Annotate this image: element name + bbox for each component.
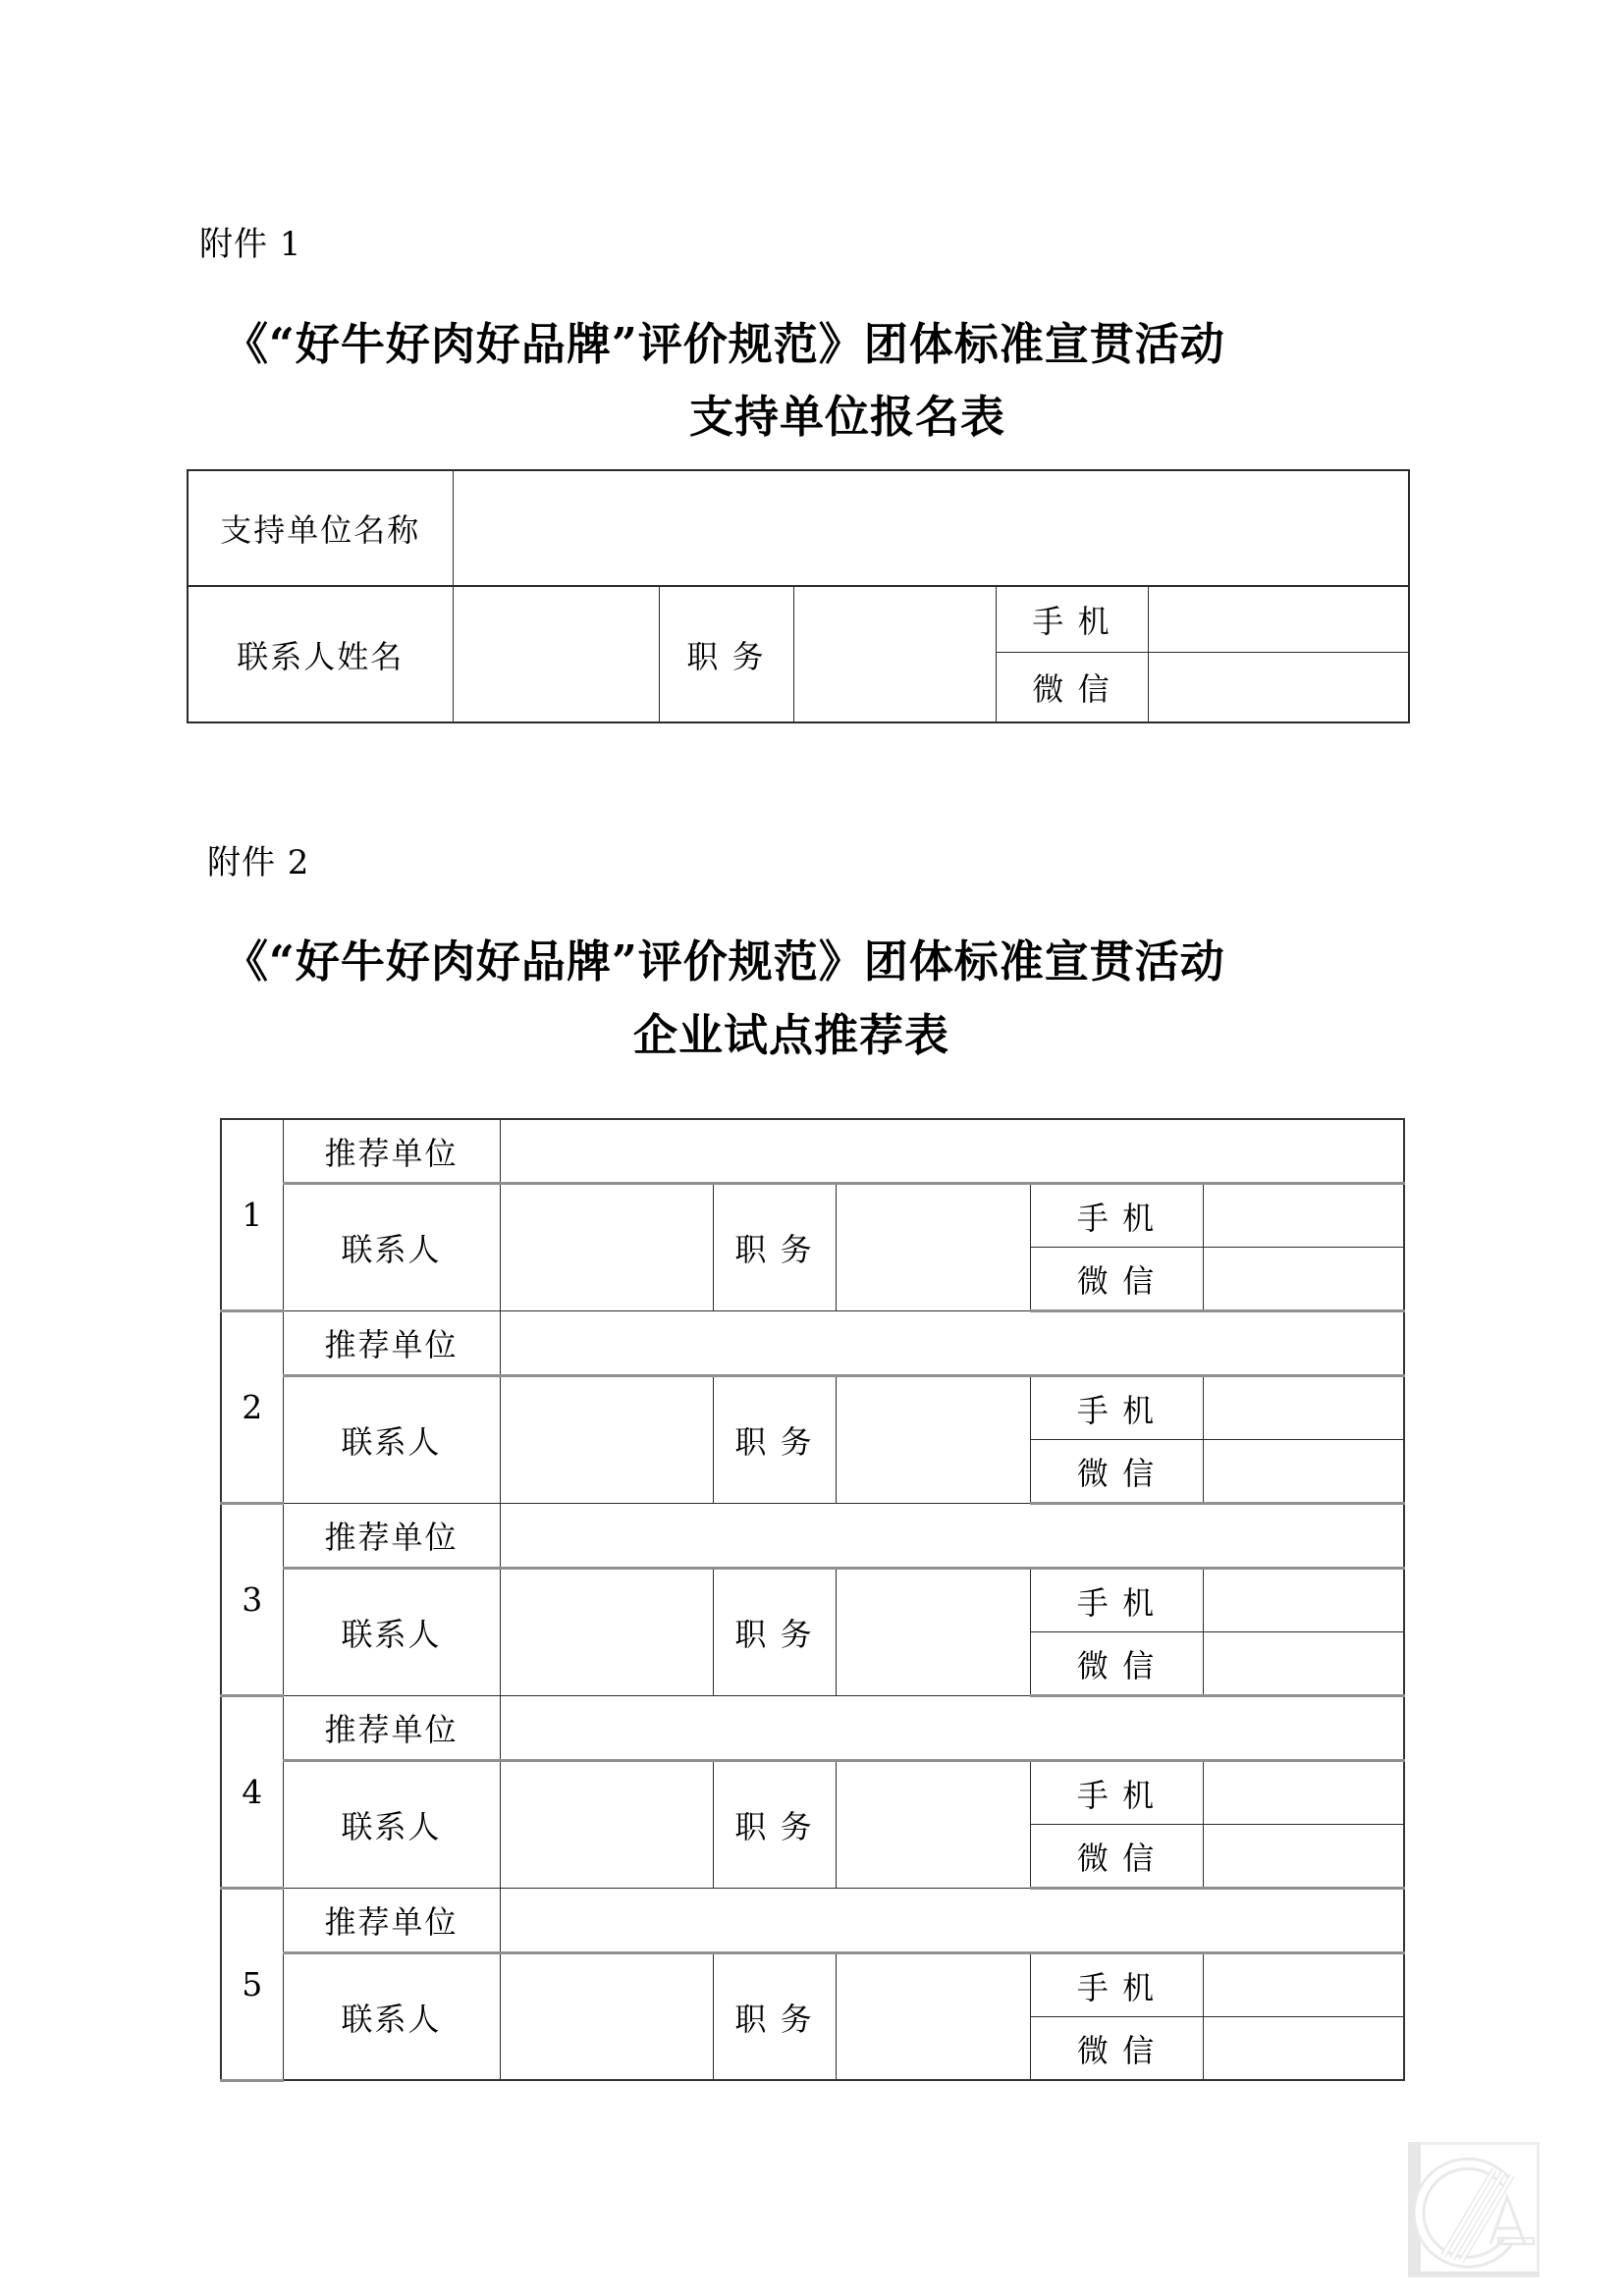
table-row bbox=[221, 1889, 1404, 1953]
mobile-label: 手 机 bbox=[1030, 1569, 1203, 1632]
attachment2-title-line2: 企业试点推荐表 bbox=[633, 1009, 950, 1061]
ca-logo-icon bbox=[1408, 2142, 1540, 2277]
table-row bbox=[221, 1696, 1404, 1761]
wechat-cell-4[interactable] bbox=[1203, 1825, 1404, 1889]
position-label: 职 务 bbox=[713, 1184, 836, 1311]
attachment2-title-line1: 《“好牛好肉好品牌”评价规范》团体标准宣贯活动 bbox=[224, 935, 1225, 988]
table-row bbox=[221, 1184, 1404, 1248]
position-label: 职 务 bbox=[713, 1953, 836, 2081]
recommend-unit-label: 推荐单位 bbox=[283, 1311, 500, 1376]
mobile-label: 手 机 bbox=[996, 586, 1148, 653]
contact-label: 联系人 bbox=[283, 1953, 500, 2081]
position-cell-3[interactable] bbox=[836, 1569, 1030, 1696]
contact-cell-4[interactable] bbox=[500, 1761, 713, 1889]
mobile-cell[interactable] bbox=[1148, 586, 1409, 653]
mobile-label: 手 机 bbox=[1030, 1376, 1203, 1440]
position-cell-5[interactable] bbox=[836, 1953, 1030, 2081]
contact-cell-3[interactable] bbox=[500, 1569, 713, 1696]
support-unit-name-cell[interactable] bbox=[453, 470, 1409, 586]
position-cell-2[interactable] bbox=[836, 1376, 1030, 1504]
recommend-unit-cell-3[interactable] bbox=[500, 1504, 1404, 1569]
recommend-unit-cell-1[interactable] bbox=[500, 1119, 1404, 1184]
support-unit-signup-table bbox=[187, 469, 1410, 723]
mobile-label: 手 机 bbox=[1030, 1761, 1203, 1825]
table-row bbox=[221, 1761, 1404, 1825]
mobile-cell-4[interactable] bbox=[1203, 1761, 1404, 1825]
recommend-unit-cell-2[interactable] bbox=[500, 1311, 1404, 1376]
mobile-cell-3[interactable] bbox=[1203, 1569, 1404, 1632]
attachment1-title-line2: 支持单位报名表 bbox=[689, 391, 1006, 443]
position-label: 职 务 bbox=[713, 1376, 836, 1504]
position-cell[interactable] bbox=[793, 586, 996, 722]
table-row bbox=[221, 1376, 1404, 1440]
row-number: 5 bbox=[221, 1889, 283, 2081]
mobile-cell-5[interactable] bbox=[1203, 1953, 1404, 2017]
contact-label: 联系人 bbox=[283, 1376, 500, 1504]
wechat-label: 微 信 bbox=[1030, 2017, 1203, 2081]
mobile-label: 手 机 bbox=[1030, 1184, 1203, 1248]
table-row bbox=[221, 1569, 1404, 1632]
wechat-label: 微 信 bbox=[1030, 1825, 1203, 1889]
recommend-unit-cell-5[interactable] bbox=[500, 1889, 1404, 1953]
table-row bbox=[221, 1119, 1404, 1184]
wechat-cell[interactable] bbox=[1148, 653, 1409, 723]
wechat-cell-3[interactable] bbox=[1203, 1632, 1404, 1696]
attachment1-label: 附件 1 bbox=[199, 225, 302, 264]
contact-label: 联系人 bbox=[283, 1761, 500, 1889]
position-cell-1[interactable] bbox=[836, 1184, 1030, 1311]
wechat-cell-1[interactable] bbox=[1203, 1248, 1404, 1311]
contact-cell-2[interactable] bbox=[500, 1376, 713, 1504]
contact-cell-5[interactable] bbox=[500, 1953, 713, 2081]
recommend-unit-label: 推荐单位 bbox=[283, 1119, 500, 1184]
mobile-label: 手 机 bbox=[1030, 1953, 1203, 2017]
row-number: 3 bbox=[221, 1504, 283, 1696]
support-unit-name-label: 支持单位名称 bbox=[188, 470, 453, 586]
contact-label: 联系人 bbox=[283, 1569, 500, 1696]
contact-label: 联系人 bbox=[283, 1184, 500, 1311]
position-cell-4[interactable] bbox=[836, 1761, 1030, 1889]
wechat-cell-5[interactable] bbox=[1203, 2017, 1404, 2081]
row-number: 1 bbox=[221, 1119, 283, 1311]
org-logo-watermark bbox=[1408, 2142, 1540, 2277]
recommend-unit-label: 推荐单位 bbox=[283, 1696, 500, 1761]
attachment2-label: 附件 2 bbox=[207, 843, 310, 882]
attachment1-title-line1: 《“好牛好肉好品牌”评价规范》团体标准宣贯活动 bbox=[224, 318, 1225, 370]
recommend-unit-label: 推荐单位 bbox=[283, 1504, 500, 1569]
contact-cell-1[interactable] bbox=[500, 1184, 713, 1311]
row-number: 4 bbox=[221, 1696, 283, 1889]
position-label: 职 务 bbox=[713, 1761, 836, 1889]
table-row bbox=[221, 1504, 1404, 1569]
recommend-unit-cell-4[interactable] bbox=[500, 1696, 1404, 1761]
table-row bbox=[221, 1311, 1404, 1376]
wechat-label: 微 信 bbox=[996, 653, 1148, 723]
wechat-label: 微 信 bbox=[1030, 1248, 1203, 1311]
mobile-cell-1[interactable] bbox=[1203, 1184, 1404, 1248]
row-number: 2 bbox=[221, 1311, 283, 1504]
table-row bbox=[221, 1953, 1404, 2017]
recommend-unit-label: 推荐单位 bbox=[283, 1889, 500, 1953]
contact-name-label: 联系人姓名 bbox=[188, 586, 453, 722]
wechat-label: 微 信 bbox=[1030, 1632, 1203, 1696]
contact-name-cell[interactable] bbox=[453, 586, 659, 722]
enterprise-pilot-recommendation-table bbox=[220, 1118, 1405, 2082]
wechat-cell-2[interactable] bbox=[1203, 1440, 1404, 1504]
position-label: 职 务 bbox=[713, 1569, 836, 1696]
mobile-cell-2[interactable] bbox=[1203, 1376, 1404, 1440]
position-label: 职 务 bbox=[659, 586, 793, 722]
wechat-label: 微 信 bbox=[1030, 1440, 1203, 1504]
